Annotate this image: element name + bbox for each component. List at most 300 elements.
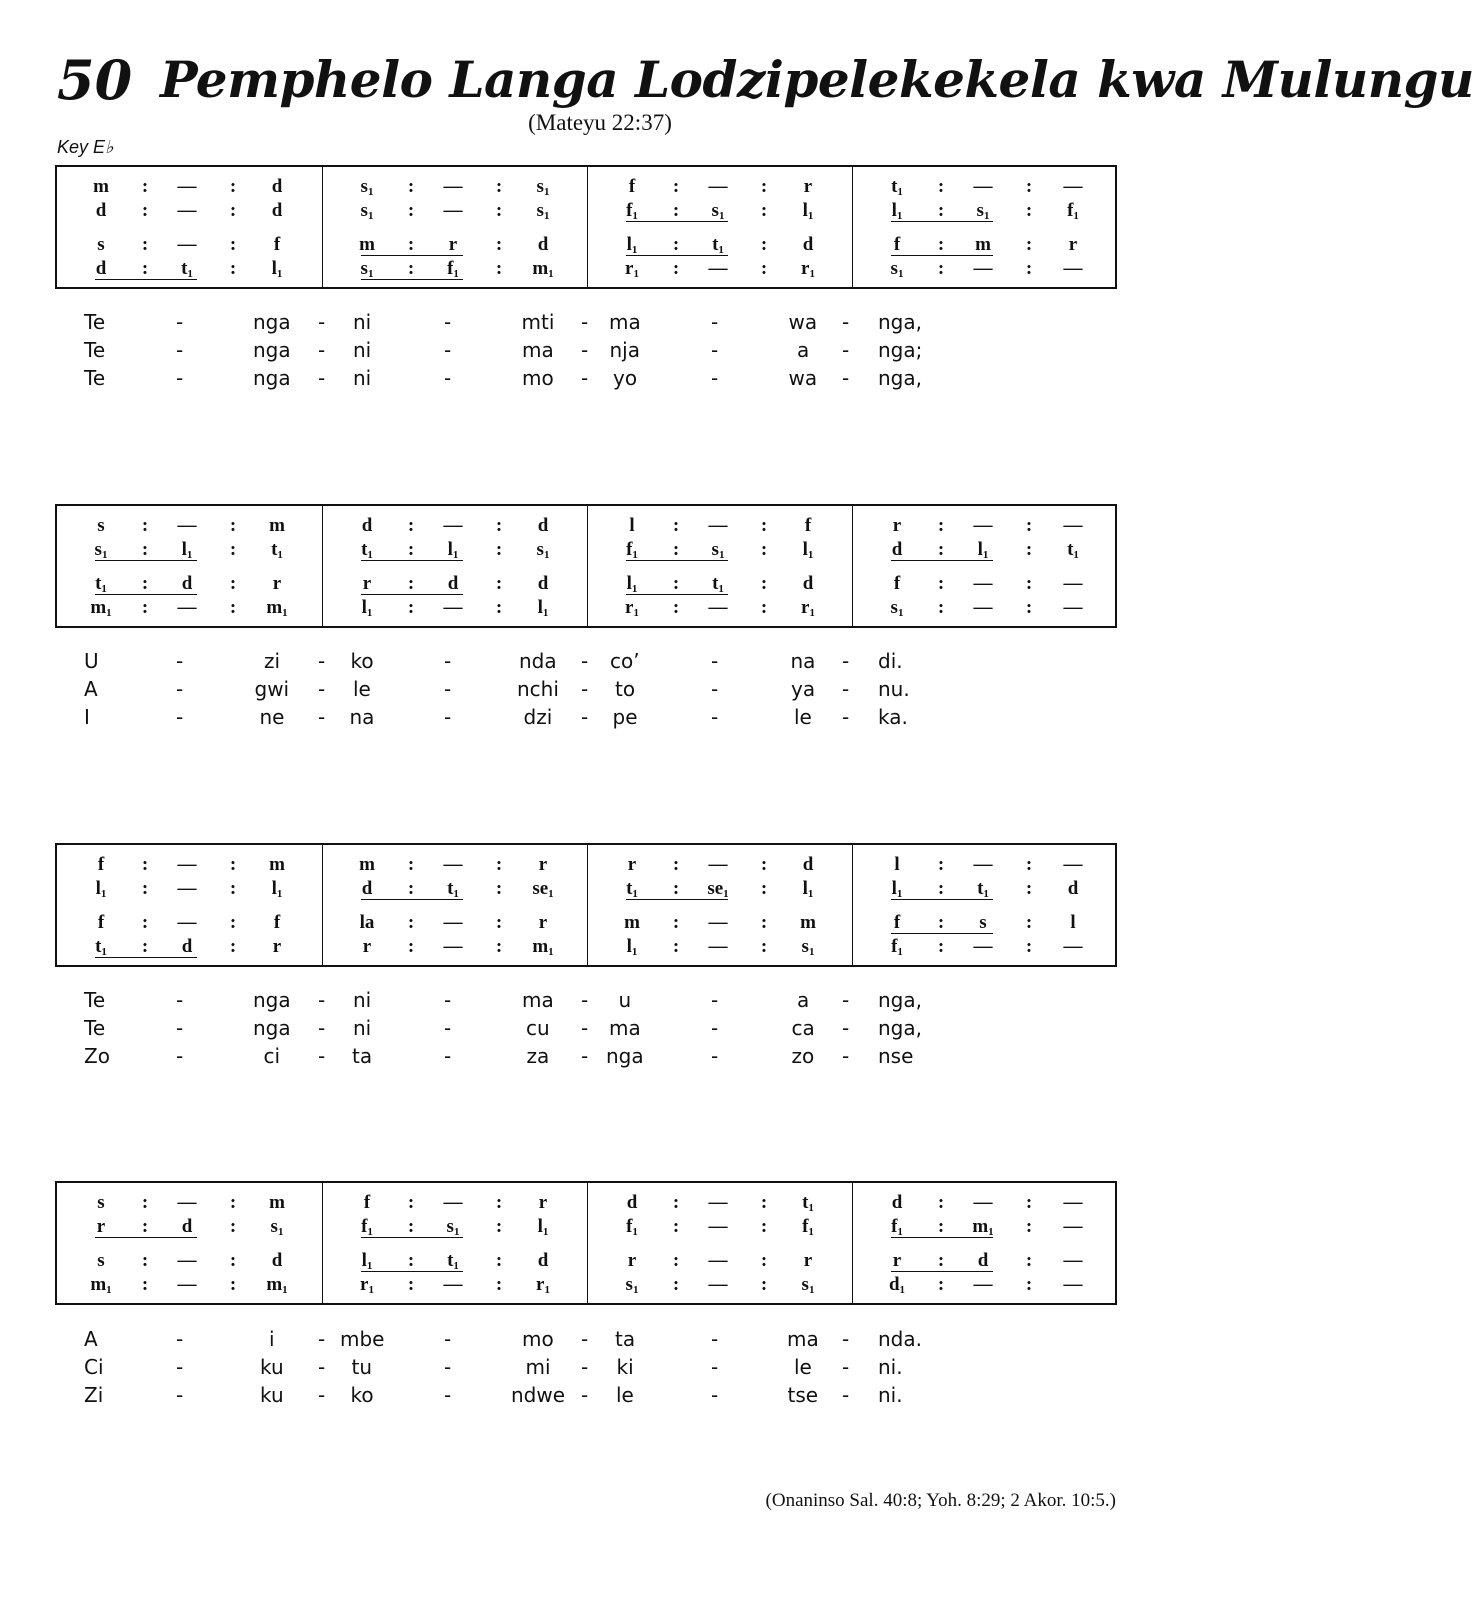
syllable-hyphen: - (176, 649, 184, 673)
beat-colon: : (141, 1216, 149, 1237)
solfa-note: d (95, 258, 107, 279)
beat-colon: : (407, 597, 415, 618)
lyric-syllable: nga (606, 1044, 644, 1068)
lyric-syllable: Te (84, 1016, 106, 1040)
voice-row (853, 1216, 1118, 1240)
lyric-syllable: le (616, 1383, 634, 1407)
syllable-hyphen: - (581, 1016, 589, 1040)
voice-row (853, 573, 1118, 597)
voice-row (57, 176, 322, 200)
beat-colon: : (937, 258, 945, 279)
solfa-note: r (538, 912, 548, 933)
beat-underline (361, 560, 463, 561)
syllable-hyphen: - (318, 705, 326, 729)
solfa-note: s (97, 234, 105, 255)
syllable-hyphen: - (581, 1327, 589, 1351)
lyric-line (0, 704, 1200, 732)
lyric-syllable: le (794, 1355, 812, 1379)
syllable-hyphen: - (581, 649, 589, 673)
lyric-syllable: ma (787, 1327, 819, 1351)
beat-colon: : (760, 234, 768, 255)
solfa-note: $l_1$ (802, 539, 814, 561)
voice-row (588, 200, 853, 224)
solfa-note: d (1067, 878, 1079, 899)
lyric-syllable: A (84, 1327, 98, 1351)
solfa-note: $t_1$ (181, 258, 193, 280)
music-system (55, 1181, 1117, 1305)
beat-colon: : (495, 936, 503, 957)
solfa-note: $r_1$ (801, 597, 815, 619)
beat-colon: : (672, 539, 680, 560)
solfa-note: m (359, 854, 375, 875)
voice-row (588, 936, 853, 960)
lyric-syllable: ne (259, 705, 285, 729)
hold-dash: — (708, 1192, 728, 1213)
lyric-syllable: cu (526, 1016, 550, 1040)
solfa-note: $r_1$ (536, 1274, 550, 1296)
solfa-note: f (893, 912, 901, 933)
solfa-note: $f_1$ (1067, 200, 1079, 222)
voice-row (853, 1250, 1118, 1274)
syllable-hyphen: - (444, 1016, 452, 1040)
beat-colon: : (760, 878, 768, 899)
voice-row (57, 1250, 322, 1274)
solfa-note: m (624, 912, 640, 933)
measure (852, 845, 1118, 965)
syllable-hyphen: - (176, 338, 184, 362)
hold-dash: — (177, 854, 197, 875)
beat-underline (361, 899, 463, 900)
music-system (55, 165, 1117, 289)
beat-colon: : (229, 176, 237, 197)
beat-colon: : (937, 573, 945, 594)
lyric-syllable: ni (353, 366, 372, 390)
beat-colon: : (141, 573, 149, 594)
beat-colon: : (672, 936, 680, 957)
lyric-syllable: ni. (878, 1383, 903, 1407)
music-system (55, 843, 1117, 967)
beat-colon: : (1025, 912, 1033, 933)
beat-colon: : (672, 912, 680, 933)
voice-row (323, 936, 588, 960)
syllable-hyphen: - (176, 366, 184, 390)
measure (852, 1183, 1118, 1303)
hymn-title: Pemphelo Langa Lodzipelekekela kwa Mulungu (160, 50, 1474, 109)
solfa-note: $s_1$ (711, 539, 725, 561)
beat-colon: : (1025, 1192, 1033, 1213)
beat-colon: : (407, 200, 415, 221)
beat-colon: : (760, 854, 768, 875)
beat-underline (361, 594, 463, 595)
voice-row (588, 912, 853, 936)
solfa-note: $f_1$ (626, 539, 638, 561)
solfa-note: d (537, 515, 549, 536)
lyric-line (0, 1326, 1200, 1354)
hold-dash: — (708, 176, 728, 197)
beat-underline (891, 933, 993, 934)
lyric-syllable: a (797, 338, 810, 362)
beat-colon: : (229, 854, 237, 875)
beat-underline (361, 279, 463, 280)
solfa-note: $t_1$ (95, 936, 107, 958)
hold-dash: — (443, 515, 463, 536)
solfa-note: r (1068, 234, 1078, 255)
solfa-note: $l_1$ (802, 878, 814, 900)
solfa-note: $l_1$ (271, 878, 283, 900)
solfa-note: m (359, 234, 375, 255)
lyric-syllable: tu (351, 1355, 373, 1379)
hold-dash: — (1063, 176, 1083, 197)
beat-colon: : (495, 200, 503, 221)
beat-colon: : (937, 854, 945, 875)
beat-colon: : (672, 515, 680, 536)
lyric-syllable: na (349, 705, 375, 729)
hold-dash: — (973, 515, 993, 536)
hold-dash: — (443, 176, 463, 197)
beat-underline (891, 560, 993, 561)
solfa-note: $s_1$ (360, 176, 374, 198)
lyric-syllable: ni (353, 988, 372, 1012)
solfa-note: d (271, 176, 283, 197)
solfa-note: r (892, 1250, 902, 1271)
lyric-syllable: nga (253, 988, 291, 1012)
solfa-note: m (269, 1192, 285, 1213)
lyrics-block (0, 1326, 1200, 1416)
solfa-note: $t_1$ (712, 573, 724, 595)
beat-colon: : (672, 573, 680, 594)
syllable-hyphen: - (711, 1383, 719, 1407)
beat-colon: : (141, 1274, 149, 1295)
lyric-syllable: nda (519, 649, 557, 673)
solfa-note: s (979, 912, 987, 933)
solfa-note: $m_1$ (266, 1274, 288, 1296)
syllable-hyphen: - (444, 705, 452, 729)
voice-row (588, 1274, 853, 1298)
lyric-syllable: co’ (610, 649, 640, 673)
solfa-note: d (361, 515, 373, 536)
lyric-syllable: nga, (878, 1016, 922, 1040)
lyric-syllable: di. (878, 649, 903, 673)
beat-colon: : (672, 1216, 680, 1237)
voice-row (57, 539, 322, 563)
solfa-note: r (362, 573, 372, 594)
beat-colon: : (672, 854, 680, 875)
lyric-syllable: pe (612, 705, 638, 729)
syllable-hyphen: - (444, 1355, 452, 1379)
beat-colon: : (937, 1192, 945, 1213)
hold-dash: — (177, 176, 197, 197)
syllable-hyphen: - (318, 988, 326, 1012)
syllable-hyphen: - (444, 649, 452, 673)
syllable-hyphen: - (318, 1355, 326, 1379)
beat-colon: : (141, 1250, 149, 1271)
voice-row (323, 200, 588, 224)
solfa-note: d (271, 1250, 283, 1271)
beat-colon: : (760, 176, 768, 197)
lyric-syllable: zi (264, 649, 281, 673)
hold-dash: — (177, 1192, 197, 1213)
beat-colon: : (229, 258, 237, 279)
hold-dash: — (177, 912, 197, 933)
lyric-syllable: Zo (84, 1044, 110, 1068)
beat-underline (95, 957, 197, 958)
hymn-number: 50 (57, 48, 133, 112)
voice-row (323, 573, 588, 597)
solfa-note: d (537, 573, 549, 594)
beat-underline (626, 255, 728, 256)
solfa-note: $t_1$ (977, 878, 989, 900)
solfa-note: $m_1$ (266, 597, 288, 619)
hold-dash: — (708, 854, 728, 875)
voice-row (853, 539, 1118, 563)
lyric-line (0, 987, 1200, 1015)
hymn-header (57, 48, 1474, 118)
beat-colon: : (495, 597, 503, 618)
solfa-note: $s_1$ (270, 1216, 284, 1238)
solfa-note: $r_1$ (801, 258, 815, 280)
beat-colon: : (229, 936, 237, 957)
beat-underline (361, 255, 463, 256)
solfa-note: f (273, 234, 281, 255)
beat-underline (891, 221, 993, 222)
voice-row (57, 878, 322, 902)
beat-colon: : (407, 1192, 415, 1213)
lyrics-block (0, 987, 1200, 1077)
solfa-note: s (97, 1250, 105, 1271)
solfa-note: d (802, 234, 814, 255)
measure (322, 167, 588, 287)
syllable-hyphen: - (581, 310, 589, 334)
lyric-syllable: ni (353, 310, 372, 334)
beat-colon: : (1025, 1274, 1033, 1295)
lyric-syllable: ko (350, 1383, 374, 1407)
voice-row (323, 539, 588, 563)
voice-row (588, 515, 853, 539)
syllable-hyphen: - (581, 705, 589, 729)
hold-dash: — (708, 1216, 728, 1237)
lyrics-block (0, 648, 1200, 738)
syllable-hyphen: - (318, 1327, 326, 1351)
lyric-syllable: ma (609, 310, 641, 334)
lyric-syllable: to (615, 677, 636, 701)
syllable-hyphen: - (318, 1383, 326, 1407)
beat-colon: : (229, 597, 237, 618)
hold-dash: — (973, 176, 993, 197)
solfa-note: $d_1$ (888, 1274, 906, 1296)
lyric-syllable: tse (787, 1383, 819, 1407)
beat-underline (95, 279, 197, 280)
lyric-syllable: mo (522, 366, 554, 390)
syllable-hyphen: - (176, 1383, 184, 1407)
solfa-note: $se_1$ (707, 878, 729, 900)
lyric-syllable: mbe (340, 1327, 385, 1351)
beat-colon: : (937, 176, 945, 197)
hold-dash: — (1063, 573, 1083, 594)
solfa-note: $l_1$ (626, 936, 638, 958)
solfa-note: r (362, 936, 372, 957)
syllable-hyphen: - (318, 338, 326, 362)
solfa-note: $m_1$ (90, 1274, 112, 1296)
solfa-note: s (97, 1192, 105, 1213)
solfa-note: $t_1$ (447, 878, 459, 900)
solfa-note: s (97, 515, 105, 536)
beat-colon: : (760, 515, 768, 536)
lyric-syllable: ma (522, 988, 554, 1012)
solfa-note: $m_1$ (532, 936, 554, 958)
hold-dash: — (1063, 854, 1083, 875)
beat-colon: : (760, 1250, 768, 1271)
beat-colon: : (407, 854, 415, 875)
syllable-hyphen: - (581, 338, 589, 362)
solfa-note: f (893, 573, 901, 594)
voice-row (57, 1216, 322, 1240)
lyric-syllable: nga (253, 366, 291, 390)
lyric-syllable: na (790, 649, 816, 673)
hold-dash: — (443, 854, 463, 875)
solfa-note: $m_1$ (90, 597, 112, 619)
syllable-hyphen: - (711, 677, 719, 701)
lyric-syllable: ta (352, 1044, 373, 1068)
beat-colon: : (937, 1216, 945, 1237)
beat-colon: : (407, 1274, 415, 1295)
beat-colon: : (495, 912, 503, 933)
voice-row (853, 878, 1118, 902)
beat-colon: : (1025, 258, 1033, 279)
voice-row (57, 912, 322, 936)
voice-row (588, 597, 853, 621)
solfa-note: f (97, 912, 105, 933)
hold-dash: — (177, 515, 197, 536)
beat-colon: : (407, 1216, 415, 1237)
solfa-note: d (626, 1192, 638, 1213)
hold-dash: — (1063, 1274, 1083, 1295)
solfa-note: d (802, 573, 814, 594)
solfa-note: f (893, 234, 901, 255)
beat-underline (891, 1237, 993, 1238)
solfa-note: $s_1$ (360, 258, 374, 280)
syllable-hyphen: - (176, 310, 184, 334)
beat-colon: : (407, 258, 415, 279)
lyric-syllable: ko (350, 649, 374, 673)
beat-colon: : (760, 573, 768, 594)
hold-dash: — (973, 573, 993, 594)
beat-colon: : (141, 176, 149, 197)
lyric-syllable: wa (788, 310, 818, 334)
measure (587, 1183, 853, 1303)
beat-colon: : (141, 1192, 149, 1213)
lyric-syllable: ma (522, 338, 554, 362)
solfa-note: $t_1$ (626, 878, 638, 900)
lyric-syllable: gwi (254, 677, 290, 701)
syllable-hyphen: - (444, 677, 452, 701)
voice-row (853, 854, 1118, 878)
hold-dash: — (708, 1250, 728, 1271)
beat-colon: : (1025, 176, 1033, 197)
lyric-syllable: ni. (878, 1355, 903, 1379)
beat-colon: : (1025, 936, 1033, 957)
solfa-note: $t_1$ (712, 234, 724, 256)
lyric-syllable: nja (609, 338, 640, 362)
beat-colon: : (760, 1274, 768, 1295)
beat-colon: : (229, 1216, 237, 1237)
beat-colon: : (141, 597, 149, 618)
syllable-hyphen: - (842, 338, 850, 362)
voice-row (323, 854, 588, 878)
syllable-hyphen: - (444, 988, 452, 1012)
beat-underline (626, 560, 728, 561)
lyric-syllable: ka. (878, 705, 908, 729)
lyric-syllable: Te (84, 310, 106, 334)
lyric-syllable: nga (253, 1016, 291, 1040)
solfa-note: $f_1$ (891, 936, 903, 958)
lyric-syllable: nga, (878, 988, 922, 1012)
hold-dash: — (1063, 597, 1083, 618)
beat-colon: : (937, 878, 945, 899)
solfa-note: d (977, 1250, 989, 1271)
solfa-note: f (273, 912, 281, 933)
lyric-line (0, 1382, 1200, 1410)
voice-row (323, 258, 588, 282)
voice-row (323, 176, 588, 200)
solfa-note: $l_1$ (537, 1216, 549, 1238)
solfa-note: d (181, 936, 193, 957)
lyric-syllable: mo (522, 1327, 554, 1351)
beat-colon: : (141, 854, 149, 875)
beat-underline (361, 1237, 463, 1238)
syllable-hyphen: - (842, 1355, 850, 1379)
hold-dash: — (708, 597, 728, 618)
voice-row (323, 234, 588, 258)
measure (322, 506, 588, 626)
syllable-hyphen: - (842, 705, 850, 729)
solfa-note: $t_1$ (271, 539, 283, 561)
syllable-hyphen: - (711, 310, 719, 334)
solfa-note: $l_1$ (361, 597, 373, 619)
beat-colon: : (1025, 200, 1033, 221)
syllable-hyphen: - (176, 1327, 184, 1351)
solfa-note: $t_1$ (447, 1250, 459, 1272)
beat-colon: : (407, 234, 415, 255)
solfa-note: r (538, 854, 548, 875)
beat-colon: : (141, 200, 149, 221)
solfa-note: r (272, 573, 282, 594)
voice-row (588, 878, 853, 902)
voice-row (57, 258, 322, 282)
syllable-hyphen: - (176, 1355, 184, 1379)
solfa-note: $l_1$ (977, 539, 989, 561)
hold-dash: — (708, 912, 728, 933)
syllable-hyphen: - (581, 1355, 589, 1379)
solfa-note: $l_1$ (802, 200, 814, 222)
solfa-note: d (361, 878, 373, 899)
voice-row (588, 258, 853, 282)
lyric-syllable: Te (84, 338, 106, 362)
measure (587, 845, 853, 965)
beat-colon: : (229, 1250, 237, 1271)
lyric-syllable: ci (263, 1044, 281, 1068)
beat-underline (626, 221, 728, 222)
lyric-syllable: U (84, 649, 99, 673)
lyric-line (0, 676, 1200, 704)
solfa-note: d (891, 539, 903, 560)
syllable-hyphen: - (711, 1016, 719, 1040)
syllable-hyphen: - (444, 1383, 452, 1407)
solfa-note: $s_1$ (536, 200, 550, 222)
beat-colon: : (141, 515, 149, 536)
solfa-note: $f_1$ (802, 1216, 814, 1238)
lyric-syllable: ca (791, 1016, 815, 1040)
lyric-syllable: ya (791, 677, 816, 701)
